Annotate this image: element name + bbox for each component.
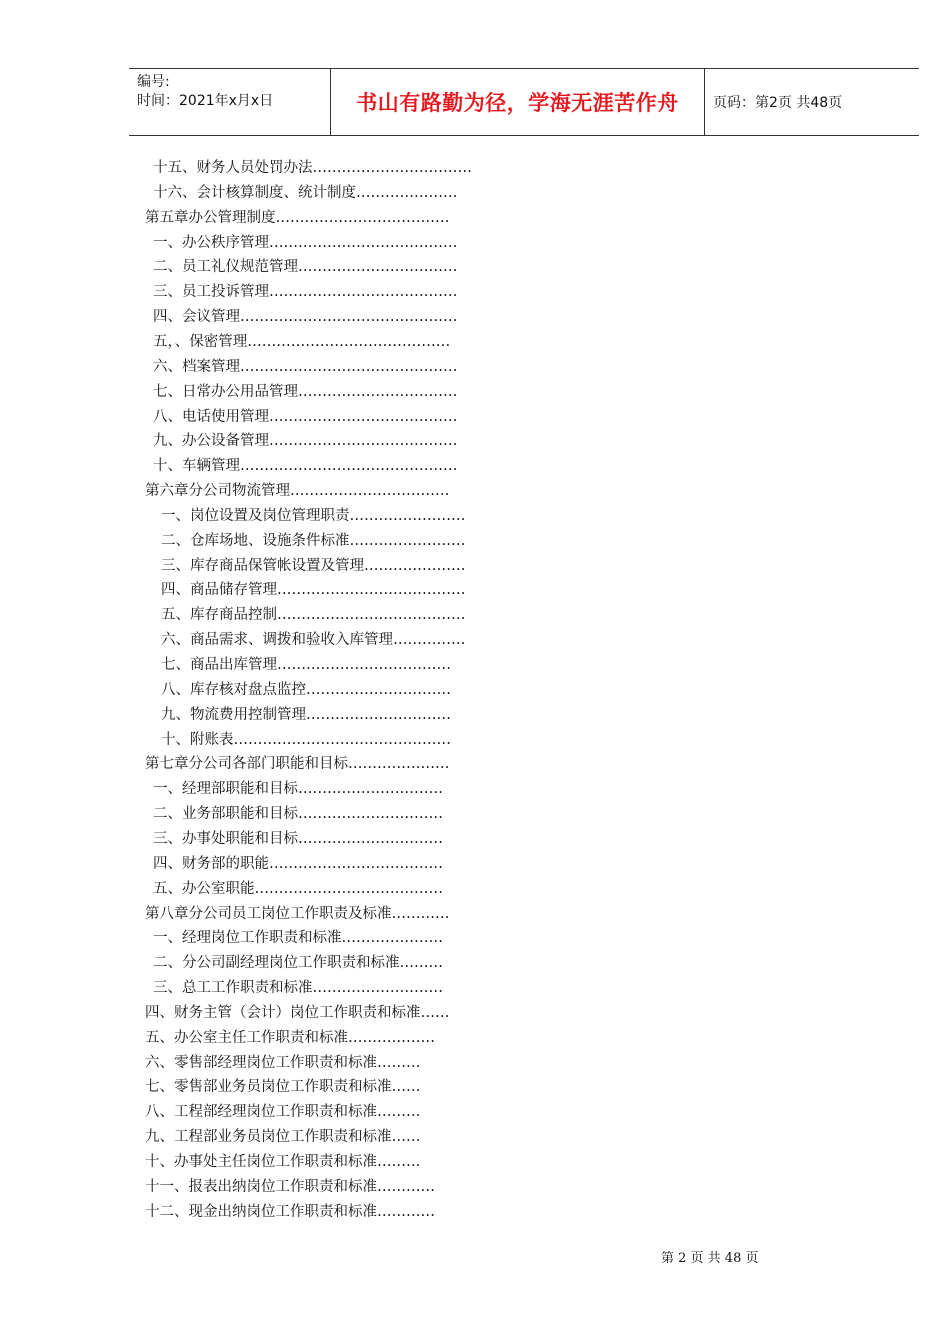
toc-entry: 三、总工工作职责和标准………………………	[153, 980, 443, 997]
page-header	[129, 68, 919, 136]
toc-entry: 三、办事处职能和目标…………………………	[153, 830, 443, 847]
toc-entry: 十、车辆管理………………………………………	[153, 458, 458, 475]
toc-entry: 五、办公室主任工作职责和标准………………	[145, 1029, 435, 1046]
toc-entry: 四、商品储存管理…………………………………	[161, 582, 466, 599]
toc-entry: 二、业务部职能和目标…………………………	[153, 806, 443, 823]
toc-entry: 十五、财务人员处罚办法……………………………	[153, 160, 472, 176]
toc-entry: 九、物流费用控制管理…………………………	[161, 706, 451, 723]
header-motto: 书山有路勤为径，学海无涯苦作舟	[331, 69, 705, 135]
toc-entry: 四、财务部的职能………………………………	[153, 855, 443, 872]
toc-entry: 三、员工投诉管理…………………………………	[153, 284, 458, 301]
toc-entry: 五、库存商品控制…………………………………	[161, 607, 466, 624]
toc-entry: 九、工程部业务员岗位工作职责和标准……	[145, 1129, 421, 1146]
toc-entry: 十、办事处主任岗位工作职责和标准………	[145, 1154, 421, 1170]
toc-entry: 九、办公设备管理…………………………………	[153, 433, 458, 450]
toc-entry: 五，、保密管理……………………………………	[153, 333, 451, 350]
page-footer: 第 2 页 共 48 页	[661, 1251, 759, 1266]
toc-entry: 一、经理部职能和目标…………………………	[153, 781, 443, 798]
header-page-number: 页码：第2页 共48页	[713, 95, 843, 111]
toc-entry: 七、零售部业务员岗位工作职责和标准……	[145, 1079, 421, 1096]
toc-entry: 六、商品需求、调拨和验收入库管理……………	[161, 632, 466, 649]
toc-entry: 二、员工礼仪规范管理……………………………	[153, 259, 458, 276]
toc-entry: 八、库存核对盘点监控…………………………	[161, 681, 451, 698]
toc-entry: 一、经理岗位工作职责和标准…………………	[153, 930, 443, 947]
toc-entry: 六、档案管理………………………………………	[153, 358, 458, 375]
toc-entry: 八、工程部经理岗位工作职责和标准………	[145, 1104, 421, 1121]
toc-entry: 二、分公司副经理岗位工作职责和标准………	[153, 955, 443, 972]
toc-entry: 第八章分公司员工岗位工作职责及标准…………	[145, 905, 450, 922]
toc-entry: 十、附账表………………………………………	[161, 731, 451, 748]
toc-entry: 四、会议管理………………………………………	[153, 309, 458, 326]
toc-entry: 一、办公秩序管理…………………………………	[153, 234, 458, 251]
toc-entry: 二、仓库场地、设施条件标准……………………	[161, 532, 466, 549]
toc-entry: 第六章分公司物流管理……………………………	[145, 483, 450, 500]
header-meta	[129, 69, 331, 135]
toc-entry: 七、商品出库管理………………………………	[161, 657, 451, 673]
toc-entry: 十六、会计核算制度、统计制度…………………	[153, 184, 458, 201]
toc-entry: 六、零售部经理岗位工作职责和标准………	[145, 1054, 421, 1071]
toc-entry: 五、办公室职能…………………………………	[153, 880, 443, 897]
toc-entry: 三、库存商品保管帐设置及管理…………………	[161, 557, 466, 574]
toc-entry: 十二、现金出纳岗位工作职责和标准…………	[145, 1203, 435, 1220]
toc-entry: 八、电话使用管理…………………………………	[153, 408, 458, 425]
toc-entry: 第七章分公司各部门职能和目标…………………	[145, 756, 450, 773]
toc-entry: 一、岗位设置及岗位管理职责……………………	[161, 507, 466, 524]
document-time-label: 时间：2021年x月x日	[137, 93, 274, 109]
toc-entry: 四、财务主管（会计）岗位工作职责和标准……	[145, 1004, 450, 1021]
toc-entry: 七、日常办公用品管理……………………………	[153, 383, 458, 400]
document-number-label: 编号:	[137, 74, 170, 90]
toc-entry: 十一、报表出纳岗位工作职责和标准…………	[145, 1178, 435, 1195]
toc-entry: 第五章办公管理制度………………………………	[145, 209, 450, 226]
